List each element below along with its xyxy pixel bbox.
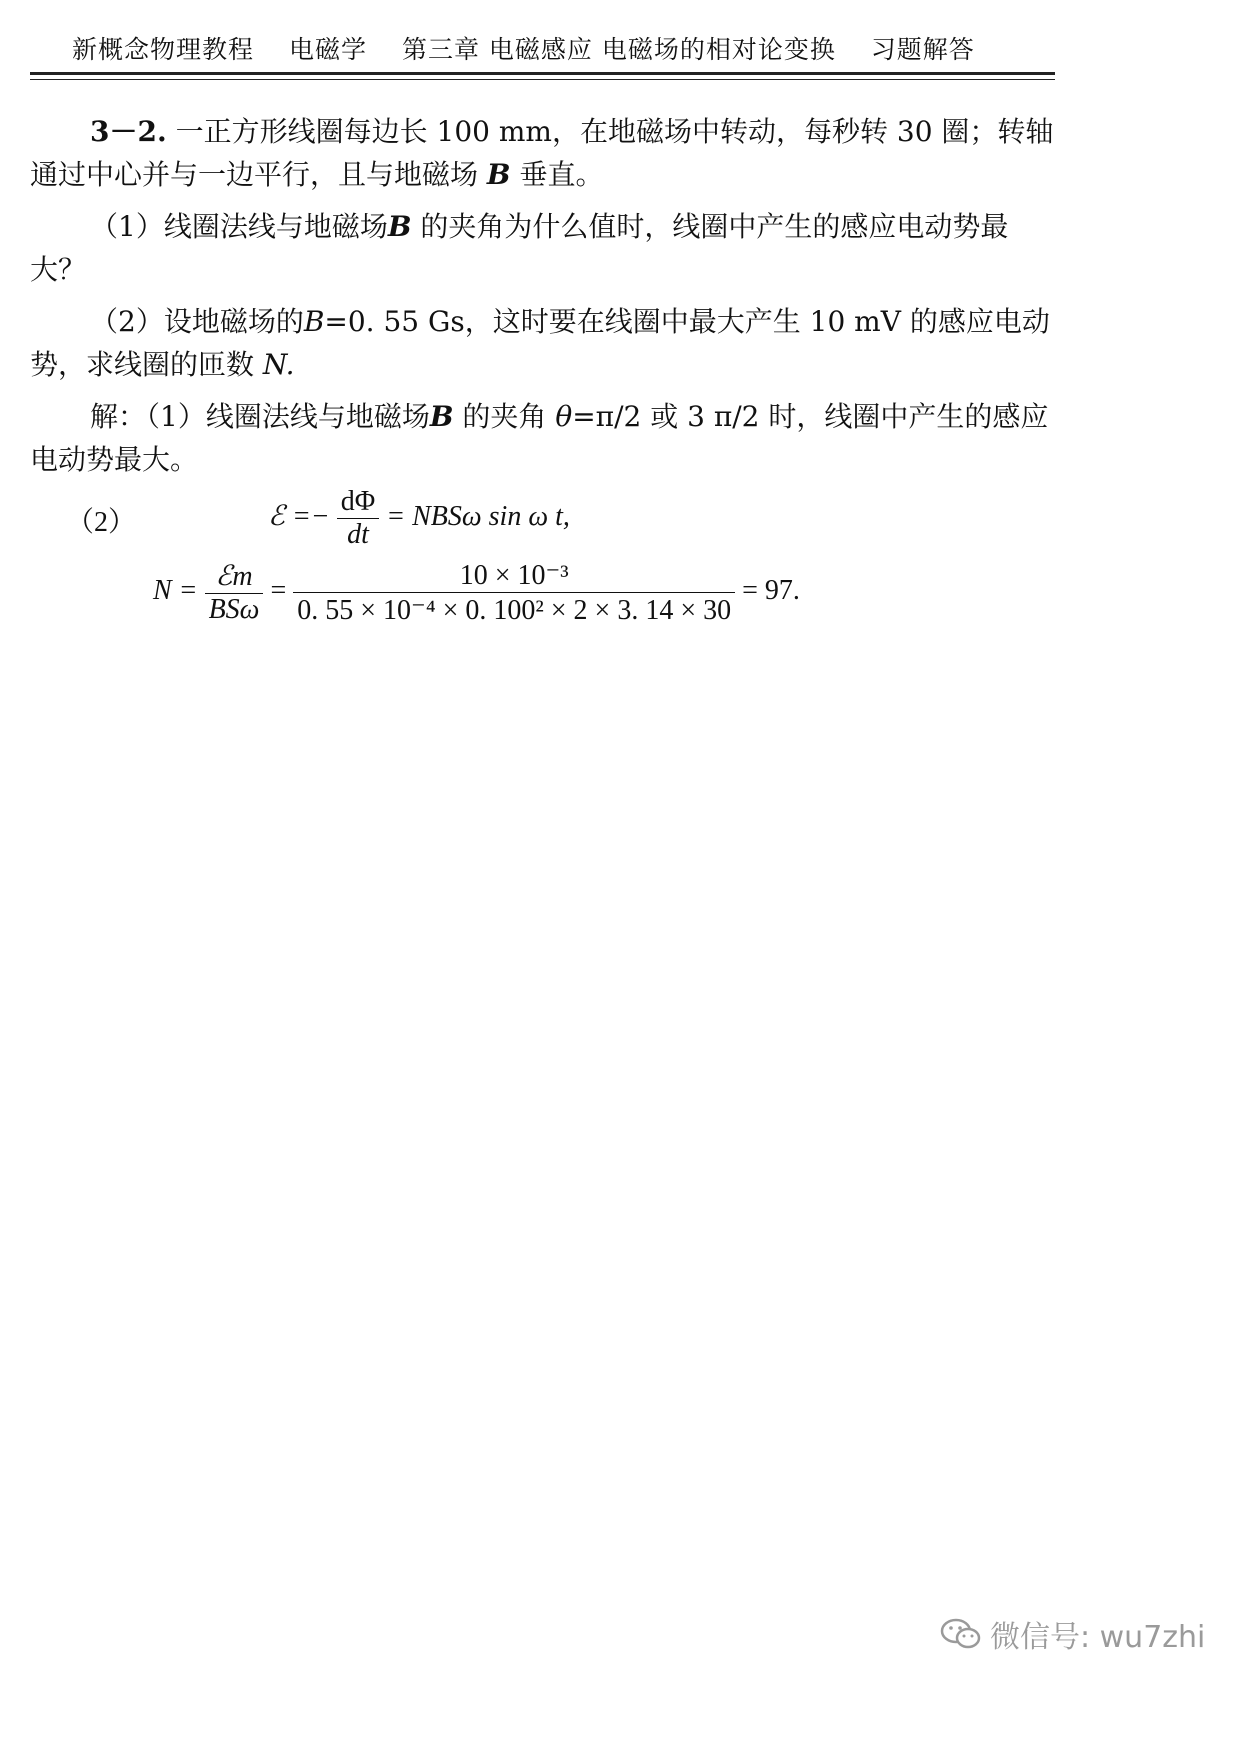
header-volume: 电磁学 (288, 35, 367, 64)
wechat-watermark (940, 1612, 1205, 1656)
fraction-numeric: $\frac{\text{10 × 10⁻³}}{\text{0. 55 × 10⁻⁴ × 0. 100² × 2 × 3. 14 × 30}}$ (293, 558, 735, 627)
problem-statement: 3－2. 一正方形线圈每边长 100 mm，在地磁场中转动，每秒转 30 圈；转轴通过中心并与一边平行，且与地磁场 B 垂直。 (30, 115, 1054, 191)
header-chapter: 第三章 电磁感应 电磁场的相对论变换 (401, 35, 836, 64)
header-rule-thick (30, 72, 1055, 75)
equation-turns: N = $\frac{\text{ℰm}}{\text{BSω}}$ = $\frac{\text{10 × 10⁻³}}{\text{0. 55 × 10⁻⁴ × 0. 100² × 2 × 3. 14 × 30}}$ = 97. (153, 560, 800, 626)
header-book: 新概念物理教程 (72, 35, 255, 64)
question-1: （1）线圈法线与地磁场B 的夹角为什么值时，线圈中产生的感应电动势最大？ (30, 210, 1009, 286)
fraction-dphi-dt: $\frac{d\Phi}{dt}$ (337, 486, 379, 551)
equation-emf: ℰ =− $\frac{d\Phi}{dt}$ = NBSω sin ω t, (268, 486, 570, 550)
watermark-text: 微信号: wu7zhi (990, 1620, 1206, 1655)
wechat-icon (940, 1617, 982, 1651)
solution-part-2-label: （2） (66, 507, 137, 538)
question-2: （2）设地磁场的B=0. 55 Gs，这时要在线圈中最大产生 10 mV 的感应电动势，求线圈的匝数 N. (30, 305, 1050, 381)
header-rule-thin (30, 79, 1055, 80)
page-header (72, 30, 1052, 66)
problem-number: 3－2. (90, 115, 167, 148)
problem-body (30, 110, 1055, 490)
solution-part-1: 解：（1）线圈法线与地磁场B 的夹角 θ=π/2 或 3 π/2 时，线圈中产生的感应电动势最大。 (30, 400, 1049, 476)
fraction-emf-over-bsw: $\frac{\text{ℰm}}{\text{BSω}}$ (205, 559, 264, 626)
header-section: 习题解答 (870, 35, 975, 64)
